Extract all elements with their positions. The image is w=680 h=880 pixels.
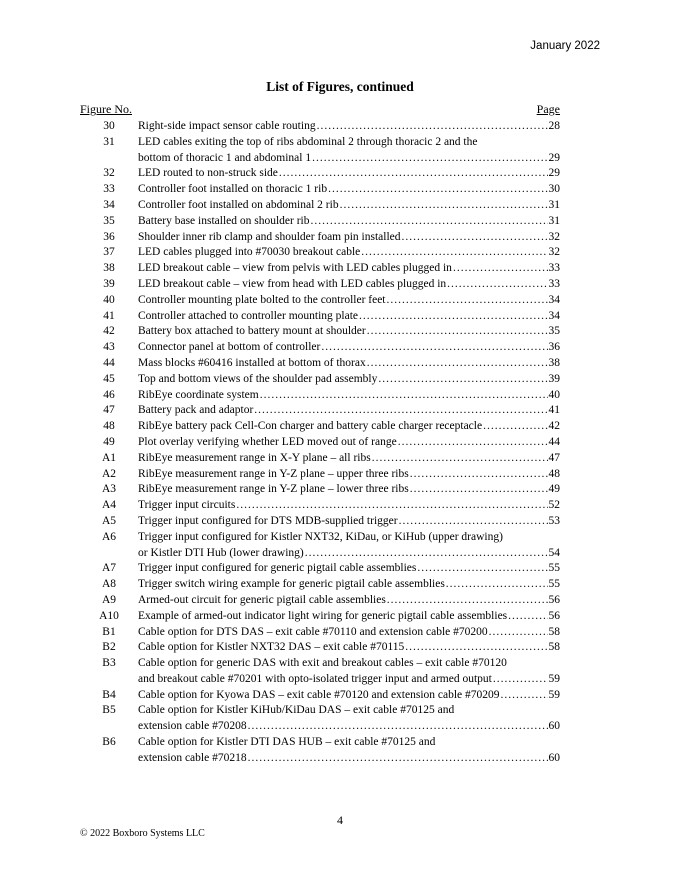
figure-caption (138, 561, 560, 577)
figure-caption (138, 656, 560, 688)
page-number: 4 (337, 813, 343, 827)
dot-leader (446, 577, 548, 593)
figure-caption (138, 340, 560, 356)
figure-page-number: 55 (548, 578, 560, 591)
figure-caption (138, 530, 560, 562)
dot-leader (359, 309, 547, 325)
figure-caption (138, 577, 560, 593)
figure-caption (138, 403, 560, 419)
caption-line: LED cables exiting the top of ribs abdominal 2 through thoracic 2 and the (138, 135, 478, 148)
figure-caption (138, 309, 560, 325)
figure-number: 45 (103, 372, 115, 385)
caption-line: LED breakout cable – view from pelvis with LED cables plugged in (138, 262, 452, 275)
figure-entry (80, 309, 560, 325)
figure-number: 47 (103, 404, 115, 417)
dot-leader (387, 293, 548, 309)
caption-leader-line (138, 498, 560, 514)
figure-page-number: 42 (548, 420, 560, 433)
figure-entry (80, 688, 560, 704)
figure-caption (138, 735, 560, 767)
caption-leader-line (138, 245, 560, 261)
caption-leader-line (138, 577, 560, 593)
figure-number: A2 (101, 467, 117, 480)
figure-number: 40 (103, 293, 115, 306)
figure-entry (80, 451, 560, 467)
dot-leader (367, 324, 548, 340)
figure-page-number: 35 (548, 325, 560, 338)
caption-line: RibEye measurement range in Y-Z plane – lower three ribs (138, 483, 409, 496)
figure-page-number: 47 (548, 451, 560, 464)
caption-leader-line (138, 514, 560, 530)
figure-caption (138, 198, 560, 214)
figure-caption (138, 372, 560, 388)
figure-caption (138, 166, 560, 182)
figure-caption (138, 356, 560, 372)
figure-page-number: 38 (548, 356, 560, 369)
caption-leader-line (138, 561, 560, 577)
figure-entry (80, 530, 560, 562)
caption-leader-line (138, 151, 560, 167)
dot-leader (254, 403, 547, 419)
caption-leader-line (138, 403, 560, 419)
figure-caption (138, 451, 560, 467)
caption-line: extension cable #70208 (138, 720, 247, 733)
figure-page-number: 52 (548, 499, 560, 512)
figure-number: 44 (103, 356, 115, 369)
caption-leader-line (138, 277, 560, 293)
dot-leader (372, 451, 548, 467)
figure-page-number: 31 (548, 198, 560, 211)
figure-entry (80, 625, 560, 641)
figure-number: 42 (103, 325, 115, 338)
figure-caption (138, 182, 560, 198)
figure-number: 41 (103, 309, 115, 322)
figure-caption (138, 482, 560, 498)
figure-number: 31 (103, 135, 115, 148)
caption-line: Plot overlay verifying whether LED moved out of range (138, 435, 397, 448)
figure-number: A7 (101, 562, 117, 575)
figure-page-number: 31 (548, 214, 560, 227)
caption-leader-line (138, 546, 560, 562)
caption-line: Battery base installed on shoulder rib (138, 214, 310, 227)
dot-leader (378, 372, 547, 388)
dot-leader (248, 719, 548, 735)
figure-number: B3 (102, 657, 116, 670)
figure-number: A1 (101, 451, 117, 464)
figure-entry (80, 561, 560, 577)
figure-number: 33 (103, 183, 115, 196)
figure-entry (80, 230, 560, 246)
figure-entry (80, 577, 560, 593)
caption-leader-line (138, 688, 560, 704)
caption-leader-line (138, 482, 560, 498)
figure-caption (138, 135, 560, 167)
caption-leader-line (138, 214, 560, 230)
caption-leader-line (138, 672, 560, 688)
caption-line: Example of armed-out indicator light wiring for generic pigtail cable assemblies (138, 609, 508, 622)
caption-line: bottom of thoracic 1 and abdominal 1 (138, 151, 312, 164)
caption-line: Cable option for Kistler DTI DAS HUB – exit cable #70125 and (138, 736, 436, 749)
figure-caption (138, 467, 560, 483)
dot-leader (279, 166, 548, 182)
figure-caption (138, 593, 560, 609)
figure-page-number: 29 (548, 151, 560, 164)
caption-line: Mass blocks #60416 installed at bottom of thorax (138, 356, 366, 369)
figure-caption (138, 435, 560, 451)
caption-line: RibEye battery pack Cell-Con charger and battery cable charger receptacle (138, 420, 483, 433)
figure-entry (80, 656, 560, 688)
dot-leader (501, 688, 548, 704)
copyright-notice: © 2022 Boxboro Systems LLC (80, 828, 205, 839)
dot-leader (361, 245, 547, 261)
figure-entry (80, 277, 560, 293)
figure-entry (80, 482, 560, 498)
figure-page-number: 33 (548, 262, 560, 275)
caption-leader-line (138, 388, 560, 404)
caption-line: Trigger input configured for generic pigtail cable assemblies (138, 562, 417, 575)
dot-leader (317, 119, 548, 135)
figure-page-number: 40 (548, 388, 560, 401)
figure-caption (138, 609, 560, 625)
figure-page-number: 60 (548, 720, 560, 733)
caption-line: Cable option for Kistler KiHub/KiDau DAS – exit cable #70125 and (138, 704, 455, 717)
caption-line: Trigger switch wiring example for generic pigtail cable assemblies (138, 578, 445, 591)
dot-leader (340, 198, 548, 214)
figure-page-number: 32 (548, 246, 560, 259)
figure-number: 34 (103, 198, 115, 211)
dot-leader (321, 340, 547, 356)
figure-number: A6 (101, 530, 117, 543)
dot-leader (260, 388, 548, 404)
figure-page-number: 59 (548, 672, 560, 685)
caption-leader-line (138, 625, 560, 641)
figure-number: A9 (101, 593, 117, 606)
figure-number: 49 (103, 435, 115, 448)
figure-entry (80, 356, 560, 372)
caption-line: Controller attached to controller mounting plate (138, 309, 359, 322)
figure-page-number: 60 (548, 751, 560, 764)
figure-entry (80, 467, 560, 483)
figure-caption (138, 230, 560, 246)
caption-line: Trigger input circuits (138, 499, 236, 512)
page-title: List of Figures, continued (266, 79, 414, 94)
figure-caption (138, 261, 560, 277)
figure-number: 43 (103, 341, 115, 354)
caption-leader-line (138, 309, 560, 325)
figure-caption (138, 514, 560, 530)
caption-line: RibEye measurement range in X-Y plane – all ribs (138, 451, 371, 464)
figure-page-number: 32 (548, 230, 560, 243)
header-date: January 2022 (530, 40, 600, 52)
caption-leader-line (138, 230, 560, 246)
figure-page-number: 53 (548, 514, 560, 527)
caption-leader-line (138, 435, 560, 451)
caption-line: or Kistler DTI Hub (lower drawing) (138, 546, 304, 559)
figure-number: A4 (101, 499, 117, 512)
page-column-header: Page (536, 102, 560, 116)
figure-entry (80, 166, 560, 182)
figure-caption (138, 214, 560, 230)
caption-leader-line (138, 182, 560, 198)
figure-number: 39 (103, 277, 115, 290)
figure-number: 37 (103, 246, 115, 259)
caption-line: RibEye coordinate system (138, 388, 259, 401)
caption-leader-line (138, 593, 560, 609)
figure-entry (80, 214, 560, 230)
figure-entry (80, 182, 560, 198)
caption-line: Trigger input configured for DTS MDB-supplied trigger (138, 514, 398, 527)
figure-number: 32 (103, 167, 115, 180)
caption-leader-line (138, 419, 560, 435)
caption-line: Armed-out circuit for generic pigtail cable assemblies (138, 593, 386, 606)
figure-entry (80, 498, 560, 514)
figure-number: A5 (101, 514, 117, 527)
figure-caption (138, 119, 560, 135)
caption-line: Top and bottom views of the shoulder pad assembly (138, 372, 378, 385)
caption-line: extension cable #70218 (138, 751, 247, 764)
figure-page-number: 28 (548, 120, 560, 132)
figure-page-number: 29 (548, 167, 560, 180)
caption-leader-line (138, 340, 560, 356)
dot-leader (248, 751, 548, 767)
caption-leader-line (138, 198, 560, 214)
dot-leader (312, 151, 547, 167)
figure-caption (138, 277, 560, 293)
dot-leader (236, 498, 547, 514)
dot-leader (405, 640, 547, 656)
figure-page-number: 59 (548, 688, 560, 701)
figure-caption (138, 388, 560, 404)
caption-line: LED cables plugged into #70030 breakout cable (138, 246, 361, 259)
figure-number: B2 (102, 641, 116, 654)
caption-leader-line (138, 293, 560, 309)
figure-page-number: 36 (548, 341, 560, 354)
dot-leader (311, 214, 548, 230)
caption-leader-line (138, 609, 560, 625)
figure-page-number: 55 (548, 562, 560, 575)
figure-page-number: 41 (548, 404, 560, 417)
caption-line: Controller mounting plate bolted to the controller feet (138, 293, 386, 306)
figure-number-column-header: Figure No. (80, 102, 132, 116)
caption-line: Controller foot installed on abdominal 2 rib (138, 198, 339, 211)
dot-leader (328, 182, 547, 198)
dot-leader (305, 546, 548, 562)
caption-line: Cable option for Kyowa DAS – exit cable #70120 and extension cable #70209 (138, 688, 500, 701)
caption-line: Cable option for DTS DAS – exit cable #70110 and extension cable #70200 (138, 625, 488, 638)
figure-entry (80, 403, 560, 419)
dot-leader (447, 277, 547, 293)
figure-number: 38 (103, 262, 115, 275)
dot-leader (453, 261, 548, 277)
figure-number: 46 (103, 388, 115, 401)
figure-entry (80, 198, 560, 214)
figure-number: 36 (103, 230, 115, 243)
caption-leader-line (138, 166, 560, 182)
figure-entry (80, 703, 560, 735)
figure-caption (138, 688, 560, 704)
dot-leader (508, 609, 547, 625)
figure-entry (80, 135, 560, 167)
caption-leader-line (138, 751, 560, 767)
figure-page-number: 34 (548, 293, 560, 306)
figure-page-number: 39 (548, 372, 560, 385)
figure-number: 35 (103, 214, 115, 227)
caption-line: Cable option for generic DAS with exit and breakout cables – exit cable #70120 (138, 657, 507, 670)
figure-page-number: 54 (548, 546, 560, 559)
figure-number: A10 (99, 609, 119, 622)
figure-number: B4 (102, 688, 116, 701)
figure-caption (138, 324, 560, 340)
figure-number: B5 (102, 704, 116, 717)
caption-line: Trigger input configured for Kistler NXT32, KiDau, or KiHub (upper drawing) (138, 530, 503, 543)
caption-leader-line (138, 356, 560, 372)
figure-page-number: 34 (548, 309, 560, 322)
caption-line: Cable option for Kistler NXT32 DAS – exit cable #70115 (138, 641, 405, 654)
figure-caption (138, 293, 560, 309)
caption-line: LED routed to non-struck side (138, 167, 278, 180)
figure-caption (138, 498, 560, 514)
figure-entry (80, 514, 560, 530)
dot-leader (417, 561, 547, 577)
dot-leader (387, 593, 548, 609)
figure-entry (80, 372, 560, 388)
dot-leader (399, 514, 548, 530)
figure-entry (80, 609, 560, 625)
figure-number: 30 (103, 120, 115, 132)
figure-caption (138, 640, 560, 656)
caption-leader-line (138, 324, 560, 340)
caption-line: Shoulder inner rib clamp and shoulder foam pin installed (138, 230, 401, 243)
figure-entry (80, 435, 560, 451)
dot-leader (367, 356, 548, 372)
dot-leader (493, 672, 548, 688)
caption-leader-line (138, 372, 560, 388)
figure-caption (138, 245, 560, 261)
dot-leader (410, 482, 548, 498)
caption-line: LED breakout cable – view from head with LED cables plugged in (138, 277, 447, 290)
figure-entry (80, 119, 560, 135)
figure-page-number: 58 (548, 625, 560, 638)
figure-page-number: 49 (548, 483, 560, 496)
caption-line: Connector panel at bottom of controller (138, 341, 321, 354)
dot-leader (402, 230, 548, 246)
caption-line: RibEye measurement range in Y-Z plane – upper three ribs (138, 467, 409, 480)
figure-caption (138, 625, 560, 641)
dot-leader (410, 467, 548, 483)
figure-entry (80, 593, 560, 609)
figure-page-number: 30 (548, 183, 560, 196)
figure-entry (80, 324, 560, 340)
figure-entry (80, 419, 560, 435)
figure-page-number: 56 (548, 593, 560, 606)
figure-entry (80, 245, 560, 261)
figure-page-number: 56 (548, 609, 560, 622)
caption-line: Battery pack and adaptor (138, 404, 254, 417)
figure-number: A8 (101, 578, 117, 591)
figure-page-number: 44 (548, 435, 560, 448)
caption-leader-line (138, 451, 560, 467)
caption-leader-line (138, 261, 560, 277)
figure-page-number: 48 (548, 467, 560, 480)
dot-leader (489, 625, 548, 641)
caption-line: and breakout cable #70201 with opto-isolated trigger input and armed output (138, 672, 492, 685)
caption-line: Battery box attached to battery mount at shoulder (138, 325, 366, 338)
figure-caption (138, 703, 560, 735)
figure-page-number: 58 (548, 641, 560, 654)
caption-leader-line (138, 719, 560, 735)
figure-caption (138, 419, 560, 435)
figure-entry (80, 640, 560, 656)
figure-number: B6 (102, 736, 116, 749)
figure-number: A3 (101, 483, 117, 496)
list-of-figures (80, 119, 560, 767)
dot-leader (483, 419, 547, 435)
caption-leader-line (138, 467, 560, 483)
caption-line: Right-side impact sensor cable routing (138, 120, 316, 132)
figure-number: B1 (102, 625, 116, 638)
caption-line: Controller foot installed on thoracic 1 rib (138, 183, 328, 196)
figure-entry (80, 735, 560, 767)
dot-leader (398, 435, 548, 451)
caption-leader-line (138, 119, 560, 135)
figure-entry (80, 388, 560, 404)
figure-number: 48 (103, 420, 115, 433)
figure-entry (80, 293, 560, 309)
caption-leader-line (138, 640, 560, 656)
figure-entry (80, 261, 560, 277)
figure-page-number: 33 (548, 277, 560, 290)
figure-entry (80, 340, 560, 356)
